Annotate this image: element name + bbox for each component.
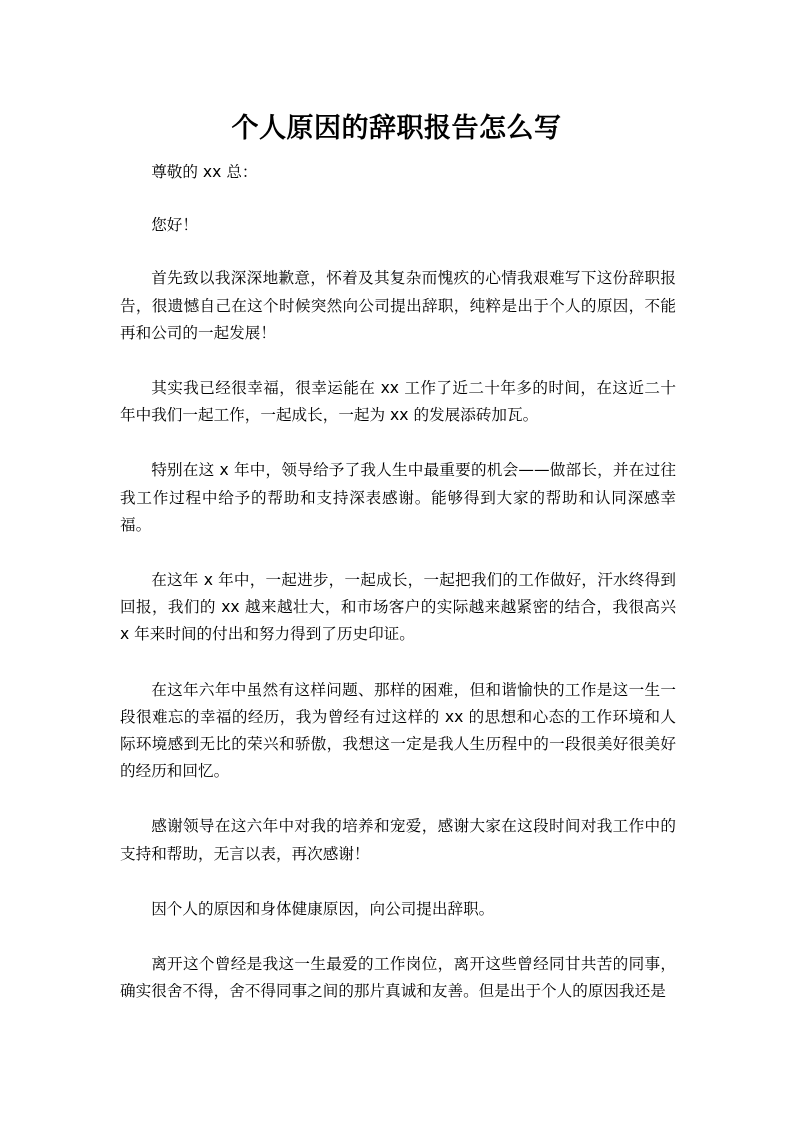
paragraph-progress: 在这年 x 年中，一起进步，一起成长，一起把我们的工作做好，汗水终得到回报，我们的 xx 越来越壮大，和市场客户的实际越来越紧密的结合，我很高兴 x 年来时间的付出和努力得到了历史印证。 — [120, 571, 676, 644]
paragraph-reason: 因个人的原因和身体健康原因，向公司提出辞职。 — [151, 899, 495, 918]
document-title: 个人原因的辞职报告怎么写 — [231, 113, 562, 144]
paragraph-opportunity: 特别在这 x 年中，领导给予了我人生中最重要的机会——做部长，并在过往我工作过程中给予的帮助和支持深表感谢。能够得到大家的帮助和认同深感幸福。 — [120, 461, 676, 534]
paragraph-apology: 首先致以我深深地歉意，怀着及其复杂而愧疚的心情我艰难写下这份辞职报告，很遗憾自己在这个时候突然向公司提出辞职，纯粹是出于个人的原因，不能再和公司的一起发展！ — [120, 269, 676, 342]
greeting: 您好！ — [151, 216, 198, 235]
paragraph-leaving: 离开这个曾经是我这一生最爱的工作岗位，离开这些曾经同甘共苦的同事，确实很舍不得，舍不得同事之间的那片真诚和友善。但是出于个人的原因我还是 — [120, 955, 676, 1001]
paragraph-thanks: 感谢领导在这六年中对我的培养和宠爱，感谢大家在这段时间对我工作中的支持和帮助，无言以表，再次感谢！ — [120, 817, 676, 863]
paragraph-gratitude-years: 其实我已经很幸福，很幸运能在 xx 工作了近二十年多的时间，在这近二十年中我们一起工作，一起成长，一起为 xx 的发展添砖加瓦。 — [120, 379, 676, 425]
document-body — [120, 159, 676, 1033]
salutation: 尊敬的 xx 总： — [151, 163, 258, 181]
paragraph-memories: 在这年六年中虽然有这样问题、那样的困难，但和谐愉快的工作是这一生一段很难忘的幸福的经历，我为曾经有过这样的 xx 的思想和心态的工作环境和人际环境感到无比的荣兴和骄傲，我想这一定是我人生历程中的一段很美好很美好的经历和回忆。 — [120, 680, 676, 781]
